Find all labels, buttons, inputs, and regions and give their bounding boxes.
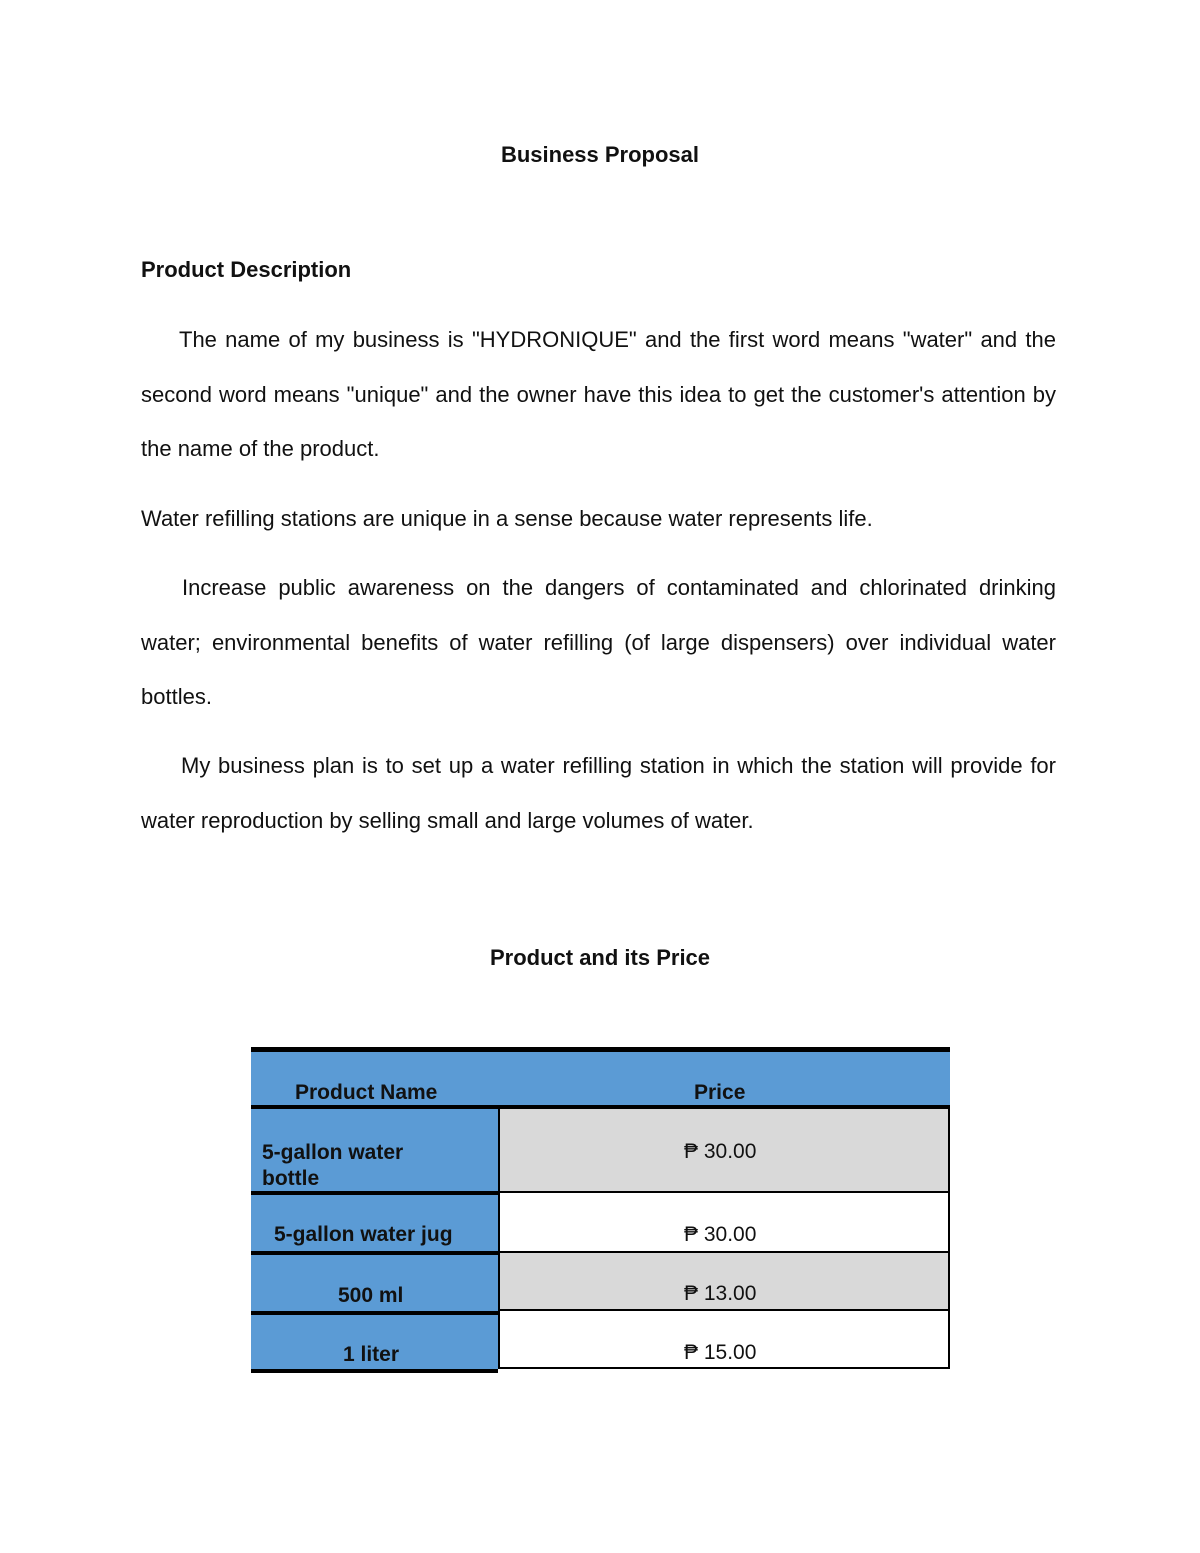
header-price: Price bbox=[694, 1081, 746, 1104]
product-price: ₱ 30.00 bbox=[684, 1223, 757, 1246]
table-row-name-cell bbox=[251, 1315, 498, 1373]
product-price: ₱ 13.00 bbox=[684, 1282, 757, 1305]
product-name: 5-gallon water bottle bbox=[262, 1141, 404, 1190]
section-heading-product-description: Product Description bbox=[141, 257, 352, 282]
product-price: ₱ 30.00 bbox=[684, 1140, 757, 1163]
product-price: ₱ 15.00 bbox=[684, 1341, 757, 1364]
paragraph-business-plan: My business plan is to set up a water refilling station in which the station will provide for water reproduction by selling small and large volumes of water. bbox=[141, 753, 1056, 833]
product-name: 1 liter bbox=[343, 1343, 400, 1366]
product-name: 500 ml bbox=[338, 1284, 404, 1307]
document-title: Business Proposal bbox=[500, 142, 700, 167]
table-row-price-cell bbox=[498, 1109, 950, 1193]
table-row-name-cell bbox=[251, 1109, 498, 1195]
paragraph-public-awareness: Increase public awareness on the dangers of contaminated and chlorinated drinking water; environmental benefits of water refilling (of large dispensers) over individual water bottles. bbox=[141, 575, 1056, 709]
paragraph-business-name: The name of my business is "HYDRONIQUE" and the first word means "water" and the second word means "unique" and the owner have this idea to get the customer's attention by the name of the product. bbox=[141, 327, 1056, 461]
table-row-price-cell bbox=[498, 1311, 950, 1369]
product-name: 5-gallon water jug bbox=[274, 1223, 453, 1246]
table-heading-product-price: Product and its Price bbox=[489, 945, 711, 970]
table-row-price-cell bbox=[498, 1193, 950, 1253]
paragraph-unique-stations: Water refilling stations are unique in a sense because water represents life. bbox=[141, 506, 873, 531]
price-table bbox=[251, 1047, 950, 1372]
table-row-name-cell bbox=[251, 1255, 498, 1315]
table-row-name-cell bbox=[251, 1195, 498, 1255]
table-header-row bbox=[251, 1047, 950, 1109]
header-product-name: Product Name bbox=[295, 1081, 438, 1104]
table-row-price-cell bbox=[498, 1253, 950, 1311]
